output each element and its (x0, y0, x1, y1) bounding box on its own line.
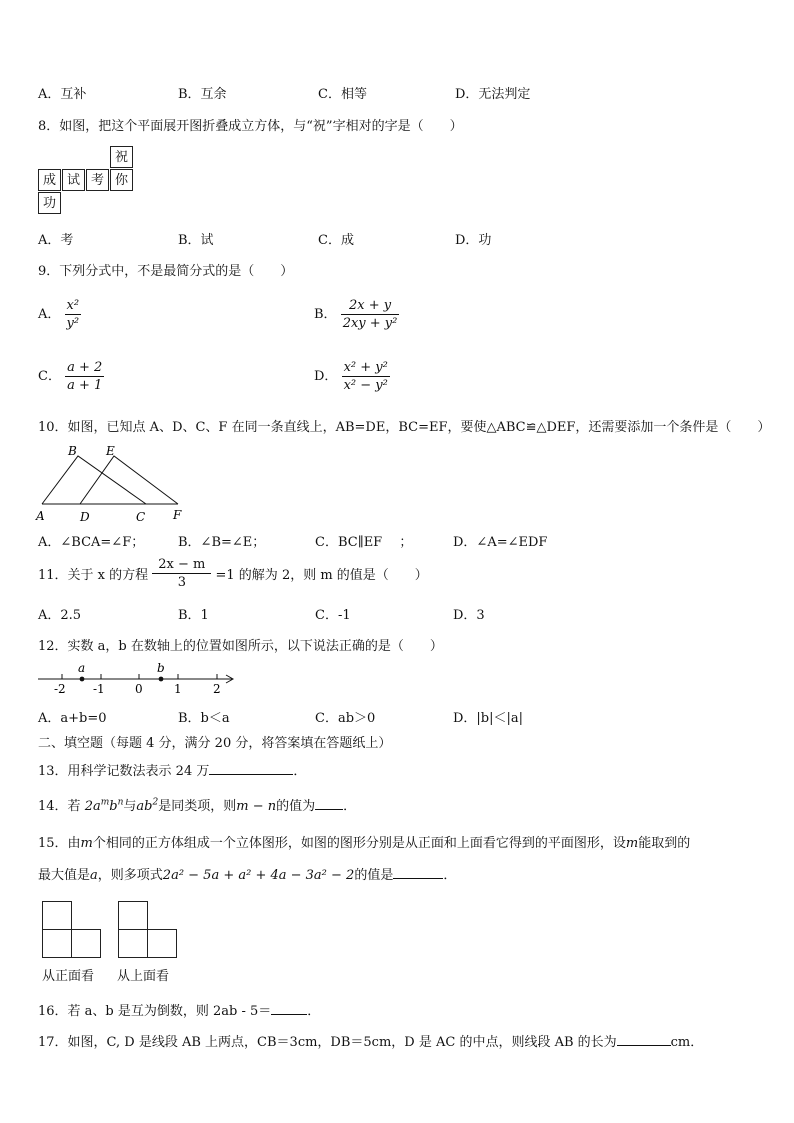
q8-option-d: D．功 (455, 233, 492, 248)
q15-answer-blank (393, 864, 443, 879)
q9-frac-c-num: a + 2 (67, 360, 103, 375)
q11-frac-den: 3 (177, 575, 186, 590)
net-cell-ni: 你 (110, 169, 133, 191)
q14-term1-base: 2a (84, 799, 101, 814)
q16-text: 16．若 a、b 是互为倒数，则 2ab - 5＝ (38, 1004, 272, 1019)
net-cell-shi: 试 (62, 169, 85, 191)
q13-answer-blank (209, 760, 293, 775)
q11-suffix: =1 的解为 2，则 m 的值是（ ） (215, 568, 428, 583)
q14-term1-b-exp: n (117, 797, 124, 808)
q14-term1 (85, 799, 124, 814)
q14-term2-base: ab (136, 799, 153, 814)
q12-option-a: A．a+b=0 (38, 711, 107, 726)
q9-frac-b (341, 297, 400, 332)
axis-label-minus-2: -2 (54, 682, 66, 696)
q11-option-d: D．3 (453, 608, 485, 623)
point-a (80, 677, 85, 682)
axis-label-1: 1 (174, 682, 182, 696)
q15-poly: 2a² − 5a + a² + 4a − 3a² − 2 (162, 868, 355, 883)
q9-frac-d-num: x² + y² (343, 360, 388, 375)
q9-frac-c-den: a + 1 (67, 378, 103, 393)
net-cell-zhu: 祝 (110, 146, 133, 168)
q14-term1-exp: m (100, 797, 110, 808)
q17 (38, 1031, 703, 1050)
q14-p3: 是同类项，则 (158, 799, 237, 814)
q8-option-a: A．考 (38, 233, 74, 248)
q17-end: cm． (670, 1035, 704, 1050)
label-b: B (68, 444, 77, 458)
q9-option-a (38, 297, 81, 332)
q13 (38, 760, 306, 779)
q14-expr: m − n (236, 799, 277, 814)
q7-option-a: A．互补 (38, 87, 87, 102)
q11-option-b: B．1 (178, 608, 209, 623)
q14-p4: 的值为 (276, 799, 316, 814)
front-view-square (71, 929, 101, 958)
q9-option-d (314, 359, 390, 394)
q8-text: 8．如图，把这个平面展开图折叠成立方体，与“祝”字相对的字是（ ） (38, 119, 463, 134)
q11-text (38, 556, 428, 591)
q9-label-c: C． (38, 369, 61, 384)
q9-text: 9．下列分式中，不是最简分式的是（ ） (38, 264, 294, 279)
front-view-caption: 从正面看 (42, 969, 95, 984)
q14-end: ． (343, 799, 357, 814)
q11-prefix: 11．关于 x 的方程 (38, 568, 149, 583)
label-a: A (36, 509, 45, 523)
q9-frac-a (65, 297, 82, 332)
top-view-square (118, 929, 148, 958)
axis-label-2: 2 (213, 682, 221, 696)
q15-line2c: 的值是 (354, 868, 394, 883)
q12-option-d: D．|b|＜|a| (453, 711, 524, 726)
label-c: C (136, 510, 146, 524)
q9-frac-c (65, 359, 104, 394)
q14-p2: 与 (123, 799, 137, 814)
q7-option-c: C．相等 (318, 87, 367, 102)
q10-option-b: B．∠B=∠E； (178, 535, 266, 550)
triangle-def (80, 456, 178, 504)
q9-option-b (314, 297, 399, 332)
q12-option-b: B．b＜a (178, 711, 230, 726)
top-view-caption: 从上面看 (117, 969, 170, 984)
q12-text: 12．实数 a，b 在数轴上的位置如图所示，以下说法正确的是（ ） (38, 639, 443, 654)
q9-option-c (38, 359, 104, 394)
triangle-abc (42, 456, 146, 504)
q15-line1b: 个相同的正方体组成一个立体图形，如图的图形分别是从正面和上面看它得到的平面图形，设 (92, 836, 626, 851)
q9-frac-a-den: y² (66, 316, 80, 331)
q14-term2 (136, 799, 158, 814)
q10-option-a: A．∠BCA=∠F； (38, 535, 145, 550)
front-view-square (42, 929, 72, 958)
triangles-figure (34, 440, 194, 524)
label-d: D (80, 510, 90, 524)
q12-option-c: C．ab＞0 (315, 711, 376, 726)
q16-answer-blank (271, 1000, 307, 1015)
q8-option-c: C．成 (318, 233, 354, 248)
number-line (34, 660, 244, 698)
q13-end: ． (293, 764, 307, 779)
q15-line2 (38, 864, 456, 883)
q9-frac-a-num: x² (65, 297, 82, 315)
net-cell-gong: 功 (38, 192, 61, 214)
q16 (38, 1000, 320, 1019)
q8-option-b: B．试 (178, 233, 214, 248)
point-b-label: b (157, 661, 165, 675)
q15-m1: m (80, 836, 93, 851)
q15-line1c: 能取到的 (638, 836, 691, 851)
net-cell-cheng: 成 (38, 169, 61, 191)
q10-option-d: D．∠A=∠EDF (453, 535, 548, 550)
q9-label-a: A． (38, 307, 61, 322)
q10-text: 10．如图，已知点 A、D、C、F 在同一条直线上，AB=DE，BC=EF，要使△ABC≌△DEF，还需要添加一个条件是（ ） (38, 420, 771, 435)
q11-frac-num: 2x − m (152, 556, 211, 574)
q14-term2-exp: 2 (152, 797, 159, 808)
q9-frac-b-den: 2xy + y² (342, 316, 398, 331)
axis-label-minus-1: -1 (93, 682, 105, 696)
q13-text: 13．用科学记数法表示 24 万 (38, 764, 210, 779)
q7-option-b: B．互余 (178, 87, 227, 102)
label-e: E (106, 444, 115, 458)
q15-line2b: ，则多项式 (97, 868, 163, 883)
q14-term1-b: b (109, 799, 118, 814)
axis-label-0: 0 (135, 682, 143, 696)
front-view-square (42, 901, 72, 930)
q11-frac (152, 556, 211, 591)
q11-option-a: A．2.5 (38, 608, 82, 623)
point-a-label: a (78, 661, 86, 675)
point-b (159, 677, 164, 682)
q15-line1 (38, 832, 690, 851)
q7-option-d: D．无法判定 (455, 87, 531, 102)
q10-option-c: C．BC∥EF ； (315, 535, 413, 550)
top-view-square (118, 901, 148, 930)
q17-answer-blank (617, 1031, 671, 1046)
q14-answer-blank (315, 795, 343, 810)
q16-end: ． (307, 1004, 321, 1019)
q15-end: ． (443, 868, 457, 883)
net-cell-kao: 考 (86, 169, 109, 191)
q14 (38, 795, 356, 814)
q11-option-c: C．-1 (315, 608, 351, 623)
q15-line2a: 最大值是 (38, 868, 91, 883)
q9-label-b: B． (314, 307, 337, 322)
q17-text: 17．如图，C, D 是线段 AB 上两点，CB＝3cm，DB＝5cm，D 是 AC 的中点，则线段 AB 的长为 (38, 1035, 617, 1050)
q9-label-d: D． (314, 369, 338, 384)
q15-m2: m (625, 836, 639, 851)
section-title: 二、填空题（每题 4 分，满分 20 分，将答案填在答题纸上） (38, 736, 392, 751)
q9-frac-d (342, 359, 390, 394)
q15-line1a: 15．由 (38, 836, 81, 851)
q14-p1: 14．若 (38, 799, 81, 814)
q9-frac-b-num: 2x + y (341, 297, 400, 315)
q9-frac-d-den: x² − y² (343, 378, 388, 393)
top-view-square (147, 929, 177, 958)
q15-a: a (90, 868, 98, 883)
label-f: F (173, 508, 182, 522)
